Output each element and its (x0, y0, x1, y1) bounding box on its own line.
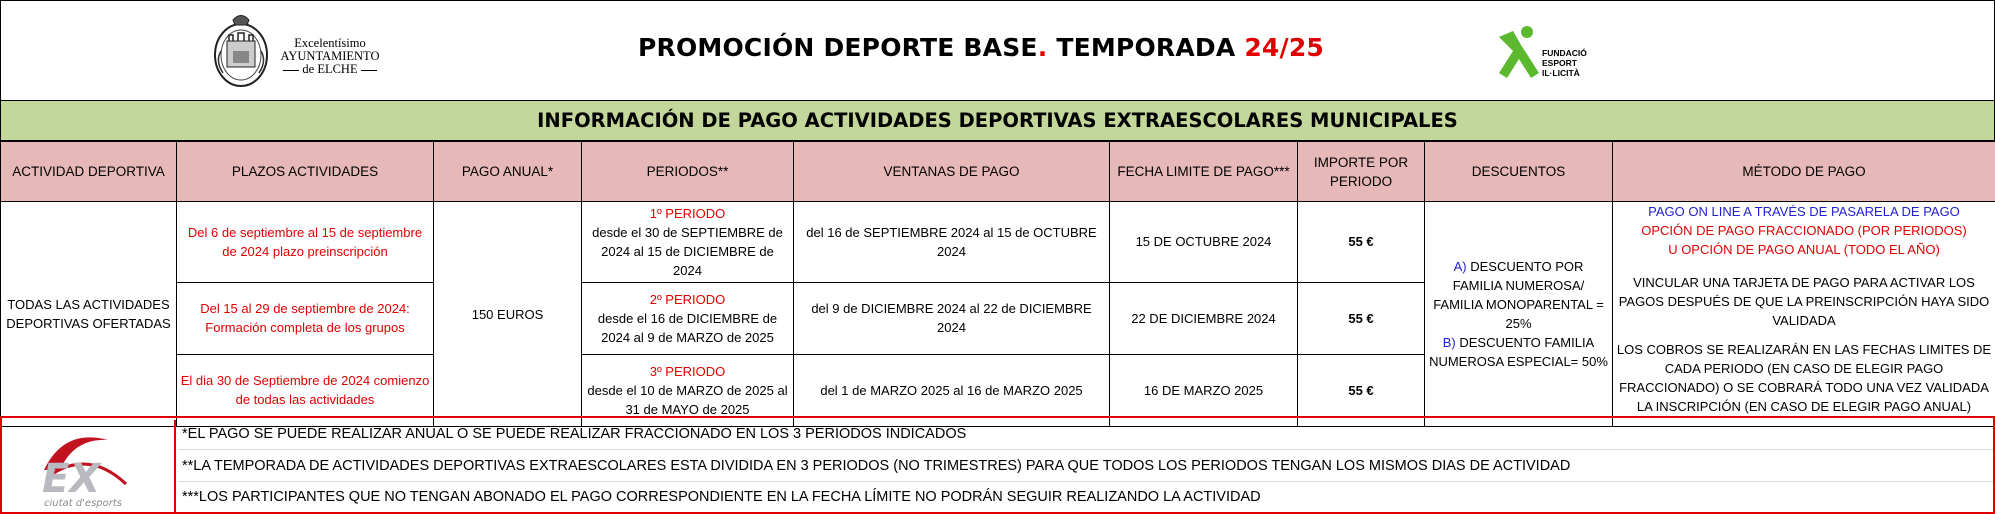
column-header: VENTANAS DE PAGO (794, 142, 1110, 202)
elche-ciutat-esports-logo-icon (4, 420, 176, 512)
discount-a (1428, 257, 1609, 333)
page-header (0, 0, 1995, 101)
period-cell (582, 282, 794, 354)
title-season: 24/25 (1244, 33, 1325, 62)
fundacio-line1: FUNDACIÓ (1542, 48, 1587, 58)
elche-coat-of-arms-icon (211, 11, 271, 91)
period-range: desde el 16 de DICIEMBRE de 2024 al 9 de MARZO de 2025 (597, 310, 778, 345)
deadline-cell: 15 DE OCTUBRE 2024 (1110, 202, 1298, 283)
logo-text: EX (42, 456, 101, 502)
deadline-cell: 22 DE DICIEMBRE 2024 (1110, 282, 1298, 354)
fundacio-line3: IL·LICITÀ (1542, 68, 1580, 78)
council-line2: AYUNTAMIENTO (280, 49, 380, 63)
footnote-3: ***LOS PARTICIPANTES QUE NO TENGAN ABONADO EL PAGO CORRESPONDIENTE EN LA FECHA LÍMITE NO PODRÁN SEGUIR REALIZANDO LA ACTIVIDAD (182, 489, 1261, 505)
footnote-1: *EL PAGO SE PUEDE REALIZAR ANUAL O SE PUEDE REALIZAR FRACCIONADO EN LOS 3 PERIODOS INDICADOS (178, 418, 1993, 450)
window-cell: del 16 de SEPTIEMBRE 2024 al 15 de OCTUBRE 2024 (794, 202, 1110, 283)
discount-a-tag: A) (1453, 259, 1467, 274)
table-row (1, 202, 1995, 283)
column-header: MÉTODO DE PAGO (1613, 142, 1995, 202)
column-header: ACTIVIDAD DEPORTIVA (1, 142, 177, 202)
divider (361, 70, 377, 71)
plazo-cell: Del 15 al 29 de septiembre de 2024: Formación completa de los grupos (177, 282, 434, 354)
fundacio-line2: ESPORT (1542, 58, 1577, 68)
title-part1: PROMOCIÓN DEPORTE BASE (637, 33, 1038, 62)
payment-charges: LOS COBROS SE REALIZARÁN EN LAS FECHAS LIMITES DE CADA PERIODO (EN CASO DE ELEGIR PAGO FRACCIONADO) O SE COBRARÁ TODO UNA VEZ VALIDADA LA INSCRIPCIÓN (EN CASO DE ELEGIR PAGO ANUAL) (1616, 342, 1992, 414)
council-line1: Excelentísimo (294, 36, 366, 50)
council-line3-wrap (275, 63, 385, 76)
discount-b-tag: B) (1442, 335, 1456, 350)
title-part2: TEMPORADA (1047, 33, 1245, 62)
period-title: 2º PERIODO (649, 291, 726, 307)
page-title (561, 33, 1401, 62)
period-range: desde el 10 de MARZO de 2025 al 31 de MAYO de 2025 (587, 382, 788, 417)
column-header: DESCUENTOS (1425, 142, 1613, 202)
amount-cell: 55 € (1298, 282, 1425, 354)
divider (283, 70, 299, 71)
footer-notes (0, 416, 1995, 514)
title-dot: . (1037, 33, 1048, 62)
amount-cell: 55 € (1298, 354, 1425, 426)
period-range: desde el 30 de SEPTIEMBRE de 2024 al 15 de DICIEMBRE de 2024 (592, 224, 783, 278)
discounts-cell (1425, 202, 1613, 427)
footnote-2: **LA TEMPORADA DE ACTIVIDADES DEPORTIVAS EXTRAESCOLARES ESTA DIVIDIDA EN 3 PERIODOS (NO TRIMESTRES) PARA QUE TODOS LOS PERIODOS TENGAN LOS MISMOS DIAS DE ACTIVIDAD (178, 450, 1993, 482)
discount-b (1428, 333, 1609, 371)
column-header: PLAZOS ACTIVIDADES (177, 142, 434, 202)
plazo-cell: Del 6 de septiembre al 15 de septiembre de 2024 plazo preinscripción (177, 202, 434, 283)
window-cell: del 9 de DICIEMBRE 2024 al 22 de DICIEMBRE 2024 (794, 282, 1110, 354)
payment-info-table (0, 141, 1995, 427)
payment-online: PAGO ON LINE A TRAVÉS DE PASARELA DE PAGO (1648, 204, 1960, 219)
column-header: PAGO ANUAL* (434, 142, 582, 202)
column-header: FECHA LIMITE DE PAGO*** (1110, 142, 1298, 202)
column-header: IMPORTE POR PERIODO (1298, 142, 1425, 202)
amount-cell: 55 € (1298, 202, 1425, 283)
ex-logo-graphic (4, 420, 176, 512)
period-cell (582, 202, 794, 283)
payment-options (1616, 202, 1992, 259)
logo-subtext: ciutat d'esports (44, 498, 122, 509)
payment-card: VINCULAR UNA TARJETA DE PAGO PARA ACTIVAR LOS PAGOS DESPUÉS DE QUE LA PREINSCRIPCIÓN HAYA SIDO VALIDADA (1618, 275, 1990, 328)
period-title: 3º PERIODO (649, 363, 726, 379)
table-header-row (1, 142, 1995, 202)
payment-split: OPCIÓN DE PAGO FRACCIONADO (POR PERIODOS) (1641, 223, 1967, 238)
section-title: INFORMACIÓN DE PAGO ACTIVIDADES DEPORTIVAS EXTRAESCOLARES MUNICIPALES (0, 101, 1995, 141)
council-line3: de ELCHE (302, 62, 358, 76)
activity-cell: TODAS LAS ACTIVIDADES DEPORTIVAS OFERTADAS (1, 202, 177, 427)
fundacio-name (1542, 48, 1587, 78)
payment-method-cell (1613, 202, 1995, 427)
discount-b-text: DESCUENTO FAMILIA NUMEROSA ESPECIAL= 50% (1429, 335, 1608, 369)
deadline-cell: 16 DE MARZO 2025 (1110, 354, 1298, 426)
annual-payment-cell: 150 EUROS (434, 202, 582, 427)
window-cell: del 1 de MARZO 2025 al 16 de MARZO 2025 (794, 354, 1110, 426)
plazo-cell: El dia 30 de Septiembre de 2024 comienzo de todas las actividades (177, 354, 434, 426)
column-header: PERIODOS** (582, 142, 794, 202)
period-title: 1º PERIODO (649, 205, 726, 221)
council-name (275, 37, 385, 76)
discount-a-text: DESCUENTO POR FAMILIA NUMEROSA/ FAMILIA MONOPARENTAL = 25% (1433, 259, 1604, 331)
payment-annual: U OPCIÓN DE PAGO ANUAL (TODO EL AÑO) (1668, 242, 1940, 257)
